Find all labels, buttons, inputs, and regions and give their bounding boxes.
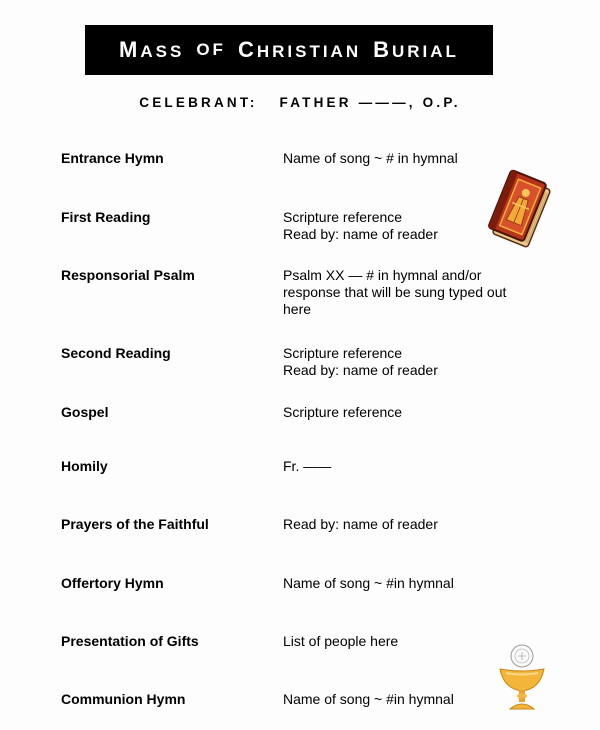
program-label: Responsorial Psalm bbox=[61, 267, 195, 283]
title-word-mass: MASS bbox=[119, 37, 185, 62]
program-label: First Reading bbox=[61, 209, 151, 225]
program-label: Communion Hymn bbox=[61, 691, 186, 707]
program-label: Gospel bbox=[61, 404, 109, 420]
celebrant-value: FATHER ———, O.P. bbox=[279, 95, 461, 110]
program-label: Offertory Hymn bbox=[61, 575, 164, 591]
program-detail: Psalm XX — # in hymnal and/or response that will be sung typed out here bbox=[283, 267, 507, 317]
program-label: Presentation of Gifts bbox=[61, 633, 199, 649]
title-word-of: OF bbox=[196, 40, 226, 59]
celebrant-line bbox=[0, 95, 600, 110]
chalice-host-icon bbox=[496, 643, 548, 713]
bible-book-icon bbox=[481, 168, 559, 252]
program-title bbox=[85, 25, 493, 75]
program-label: Second Reading bbox=[61, 345, 171, 361]
title-word-christian: CHRISTIAN bbox=[237, 37, 362, 62]
program-detail: Scripture reference Read by: name of reader bbox=[283, 345, 438, 378]
program-detail: Scripture reference Read by: name of reader bbox=[283, 209, 438, 242]
program-detail: Name of song ~ #in hymnal bbox=[283, 691, 454, 707]
program-label: Entrance Hymn bbox=[61, 150, 164, 166]
program-detail: Scripture reference bbox=[283, 404, 403, 420]
title-word-burial: BURIAL bbox=[373, 37, 459, 62]
program-detail: Fr. —— bbox=[283, 458, 332, 474]
program-label: Homily bbox=[61, 458, 108, 474]
program-label: Prayers of the Faithful bbox=[61, 516, 209, 532]
celebrant-label: CELEBRANT: bbox=[139, 95, 258, 110]
program-detail: Name of song ~ # in hymnal bbox=[283, 150, 458, 166]
program-detail: List of people here bbox=[283, 633, 399, 649]
program-detail: Name of song ~ #in hymnal bbox=[283, 575, 454, 591]
program-detail: Read by: name of reader bbox=[283, 516, 438, 532]
